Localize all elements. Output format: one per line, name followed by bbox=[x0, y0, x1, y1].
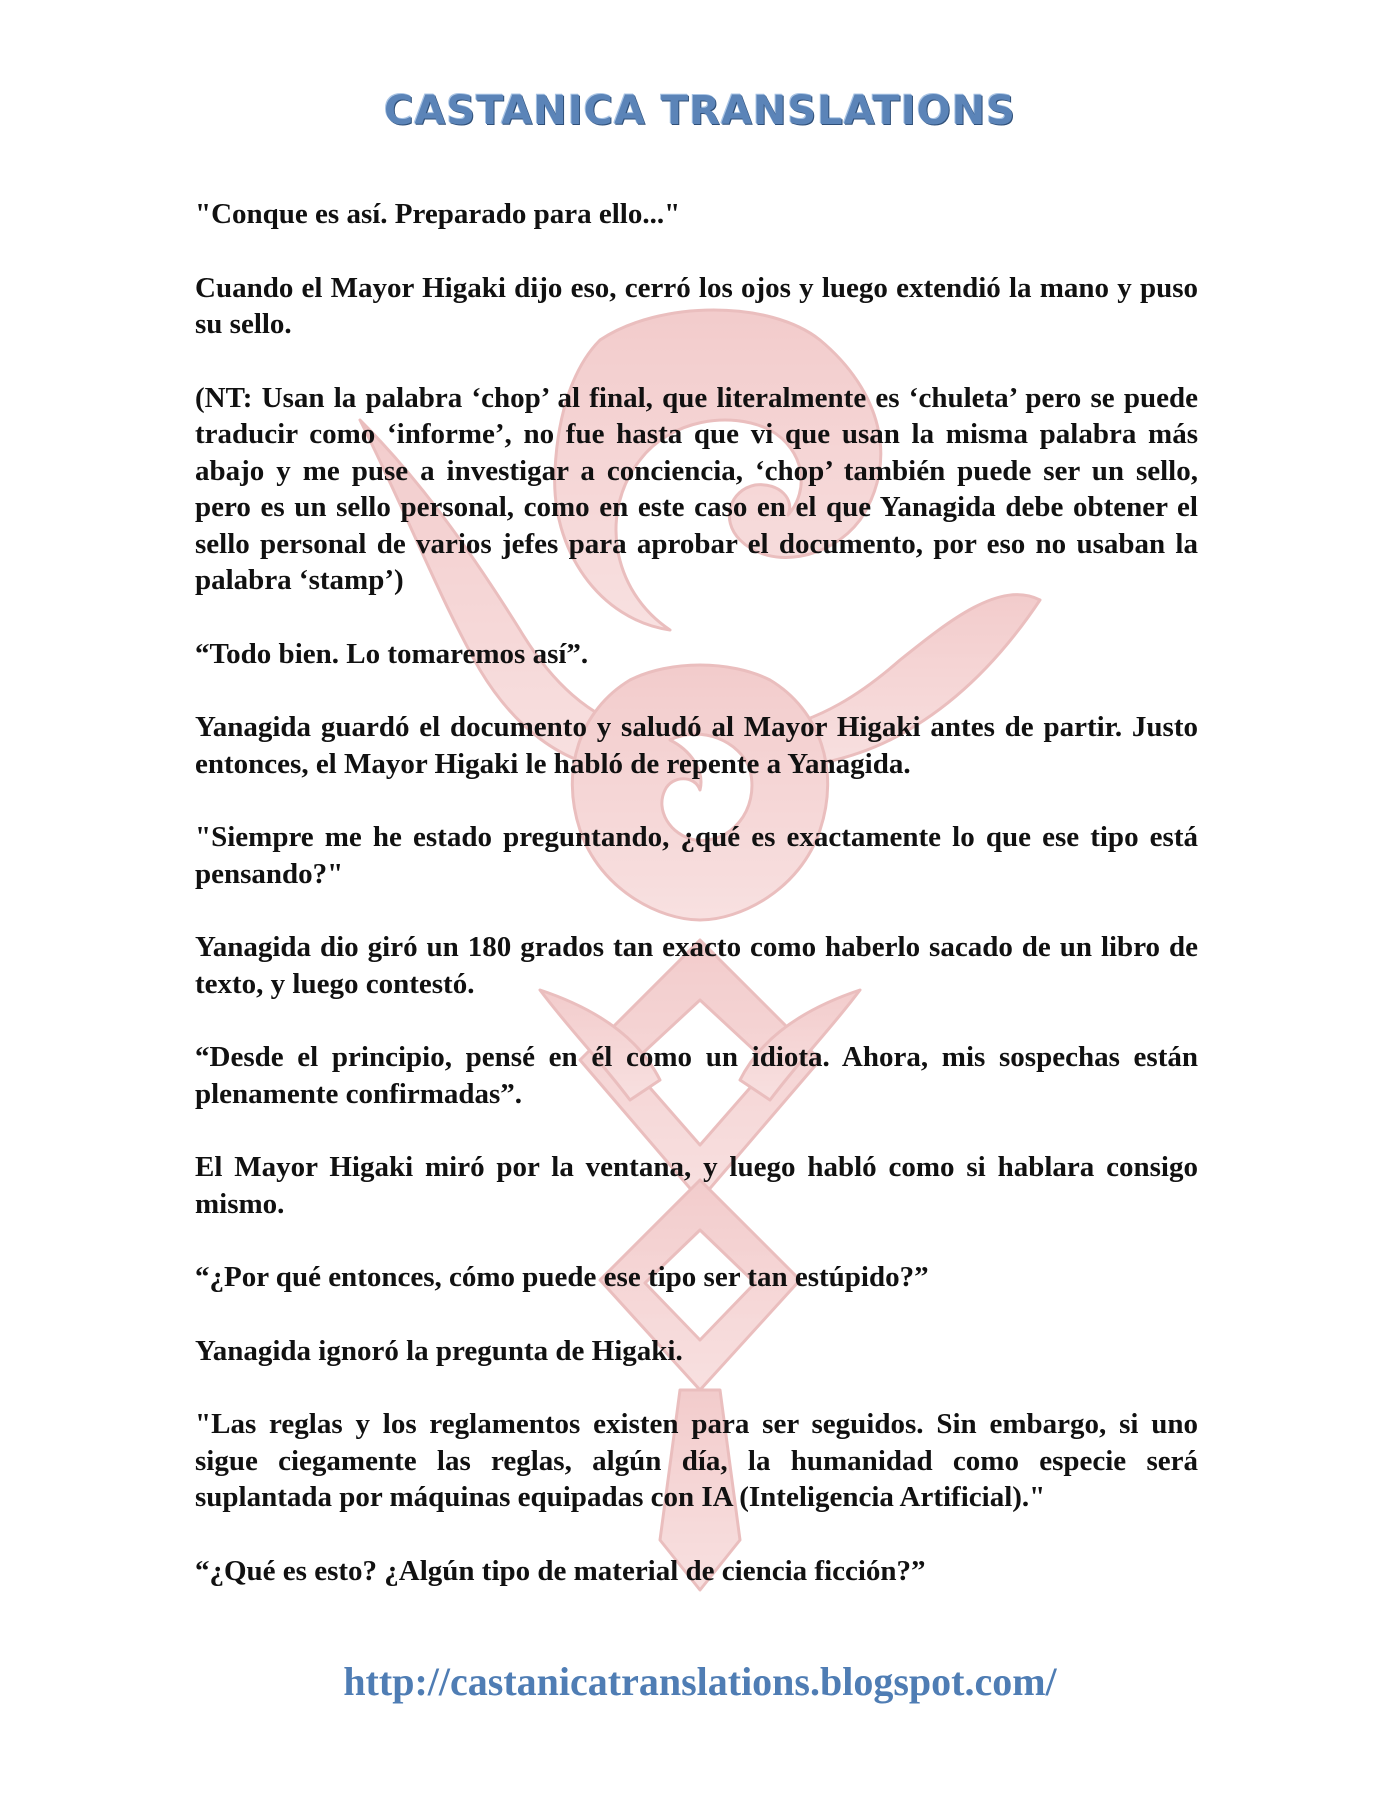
translator-note-paragraph: (NT: Usan la palabra ‘chop’ al final, que literalmente es ‘chuleta’ pero se puede traducir como ‘informe’, no fue hasta que vi que usan la misma palabra más abajo y me puse a investigar a conciencia, ‘chop’ también puede ser un sello, pero es un sello personal, como en este caso en el que Yanagida debe obtener el sello personal de varios jefes para aprobar el documento, por eso no usaban la palabra ‘stamp’) bbox=[195, 381, 1198, 596]
paragraph: Yanagida guardó el documento y saludó al Mayor Higaki antes de partir. Justo entonces, el Mayor Higaki le habló de repente a Yanagida. bbox=[195, 711, 1198, 780]
paragraph: Yanagida ignoró la pregunta de Higaki. bbox=[195, 1334, 683, 1367]
site-title: CASTANICA TRANSLATIONS bbox=[384, 88, 1016, 134]
paragraph: “Desde el principio, pensé en él como un idiota. Ahora, mis sospechas están plenamente confirmadas”. bbox=[195, 1041, 1198, 1110]
chapter-body bbox=[195, 196, 1198, 1626]
paragraph: Yanagida dio giró un 180 grados tan exacto como haberlo sacado de un libro de texto, y luego contestó. bbox=[195, 931, 1198, 1000]
paragraph: "Las reglas y los reglamentos existen para ser seguidos. Sin embargo, si uno sigue ciegamente las reglas, algún día, la humanidad como especie será suplantada por máquinas equipadas con IA (Inteligencia Artificial)." bbox=[195, 1408, 1198, 1513]
blog-url-link[interactable]: http://castanicatranslations.blogspot.com/ bbox=[343, 1659, 1057, 1704]
paragraph: Cuando el Mayor Higaki dijo eso, cerró los ojos y luego extendió la mano y puso su sello. bbox=[195, 271, 1198, 340]
paragraph: “¿Qué es esto? ¿Algún tipo de material de ciencia ficción?” bbox=[195, 1554, 926, 1587]
paragraph: El Mayor Higaki miró por la ventana, y luego habló como si hablara consigo mismo. bbox=[195, 1151, 1198, 1220]
paragraph: “¿Por qué entonces, cómo puede ese tipo ser tan estúpido?” bbox=[195, 1261, 929, 1293]
paragraph: "Siempre me he estado preguntando, ¿qué es exactamente lo que ese tipo está pensando?" bbox=[195, 821, 1198, 890]
paragraph: “Todo bien. Lo tomaremos así”. bbox=[195, 637, 589, 670]
paragraph: "Conque es así. Preparado para ello..." bbox=[195, 198, 681, 230]
